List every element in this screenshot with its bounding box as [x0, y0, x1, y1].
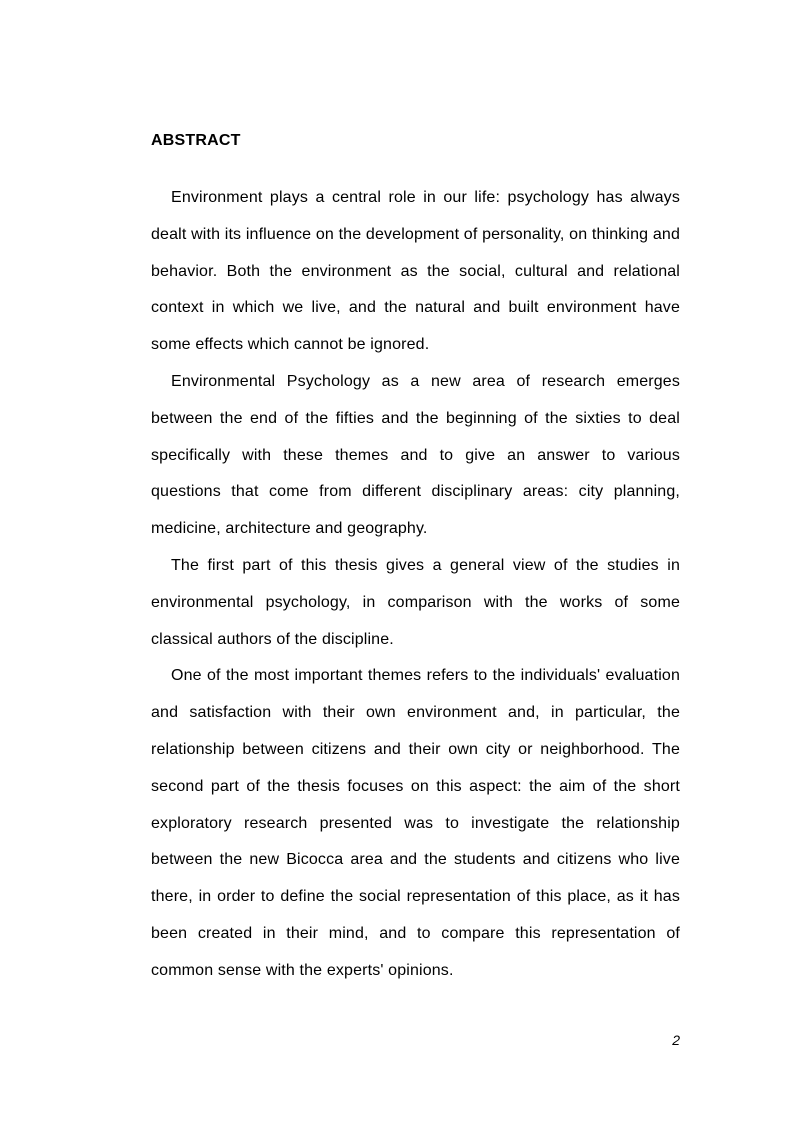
- paragraph-3: The first part of this thesis gives a general view of the studies in environmental psychology, in comparison with the works of some classical authors of the discipline.: [151, 556, 680, 648]
- paragraph-2: Environmental Psychology as a new area of research emerges between the end of the fifties and the beginning of the sixties to deal specifically with these themes and to give an answer to various questions that come from different disciplinary areas: city planning, medicine, architecture and geography.: [151, 372, 680, 538]
- section-heading: ABSTRACT: [151, 132, 241, 149]
- abstract-body: [151, 180, 680, 990]
- paragraph-1: Environment plays a central role in our life: psychology has always dealt with its influence on the development of personality, on thinking and behavior. Both the environment as the social, cultural and relational context in which we live, and the natural and built environment have some effects which cannot be ignored.: [151, 189, 680, 354]
- paragraph-4: One of the most important themes refers to the individuals' evaluation and satisfaction with their own environment and, in particular, the relationship between citizens and their own city or neighborhood. The second part of the thesis focuses on this aspect: the aim of the short exploratory research presented was to investigate the relationship between the new Bicocca area and the students and citizens who live there, in order to define the social representation of this place, as it has been created in their mind, and to compare this representation of common sense with the experts' opinions.: [151, 667, 680, 979]
- page-number: 2: [672, 1032, 680, 1048]
